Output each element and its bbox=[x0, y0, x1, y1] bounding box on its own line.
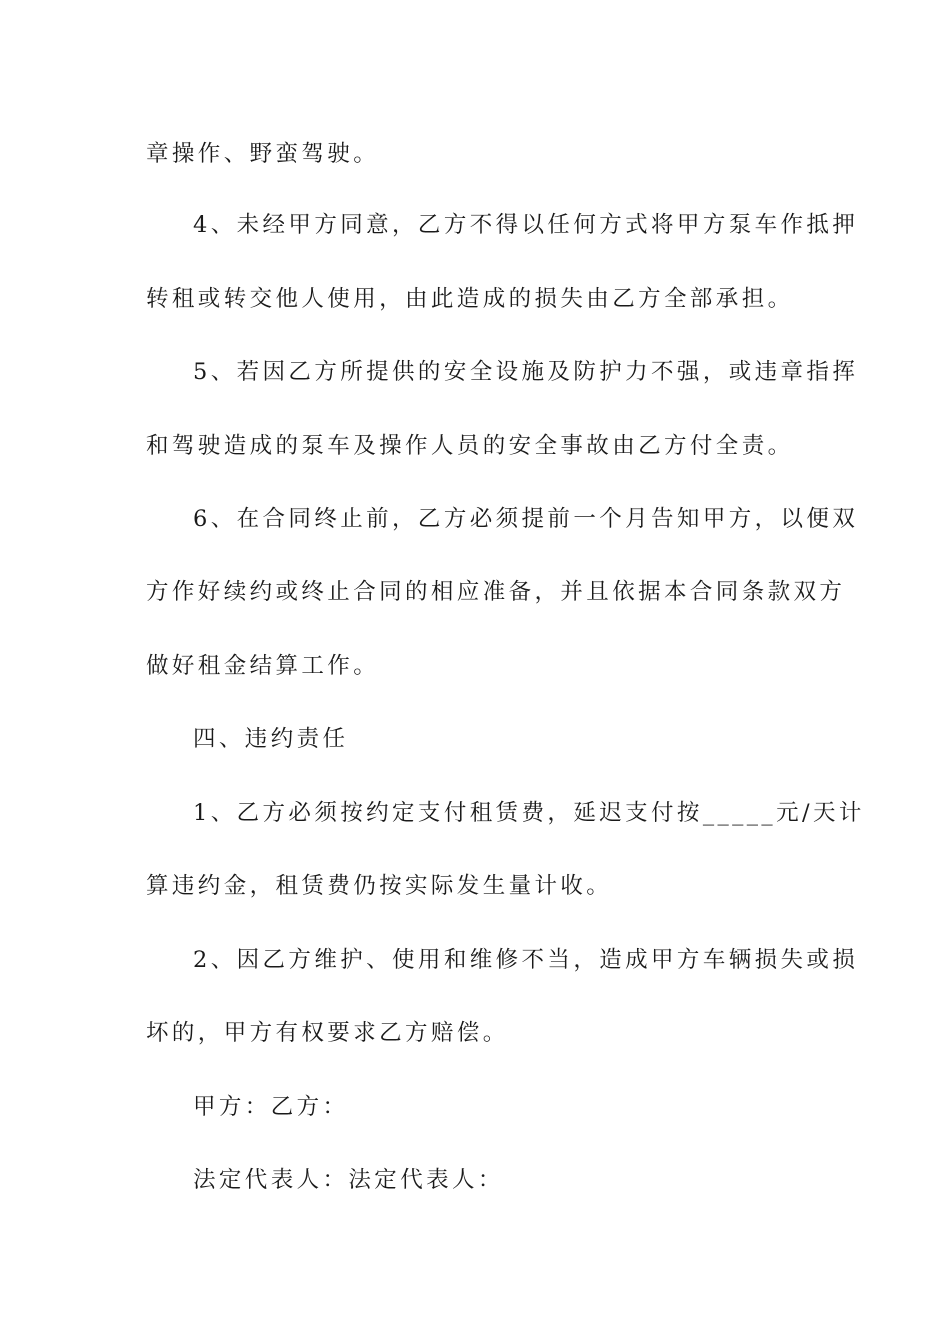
clause-6-line-2: 方作好续约或终止合同的相应准备，并且依据本合同条款双方 bbox=[146, 579, 846, 605]
signature-representatives: 法定代表人：法定代表人： bbox=[193, 1167, 504, 1193]
liability-1-line-2: 算违约金，租赁费仍按实际发生量计收。 bbox=[146, 873, 613, 899]
clause-5-line-2: 和驾驶造成的泵车及操作人员的安全事故由乙方付全责。 bbox=[146, 433, 794, 459]
liability-1-line-1: 1、乙方必须按约定支付租赁费，延迟支付按_____元/天计 bbox=[193, 800, 865, 826]
clause-6-line-3: 做好租金结算工作。 bbox=[146, 653, 380, 679]
liability-2-line-1: 2、因乙方维护、使用和维修不当，造成甲方车辆损失或损 bbox=[193, 947, 859, 973]
clause-4-line-2: 转租或转交他人使用，由此造成的损失由乙方全部承担。 bbox=[146, 286, 794, 312]
section-heading: 四、违约责任 bbox=[193, 726, 349, 752]
clause-4-line-1: 4、未经甲方同意，乙方不得以任何方式将甲方泵车作抵押 bbox=[193, 212, 859, 238]
signature-parties: 甲方：乙方： bbox=[193, 1094, 349, 1120]
liability-2-line-2: 坏的，甲方有权要求乙方赔偿。 bbox=[146, 1020, 509, 1046]
clause-6-line-1: 6、在合同终止前，乙方必须提前一个月告知甲方，以便双 bbox=[193, 506, 859, 532]
clause-5-line-1: 5、若因乙方所提供的安全设施及防护力不强，或违章指挥 bbox=[193, 359, 859, 385]
text-line: 章操作、野蛮驾驶。 bbox=[146, 141, 380, 167]
